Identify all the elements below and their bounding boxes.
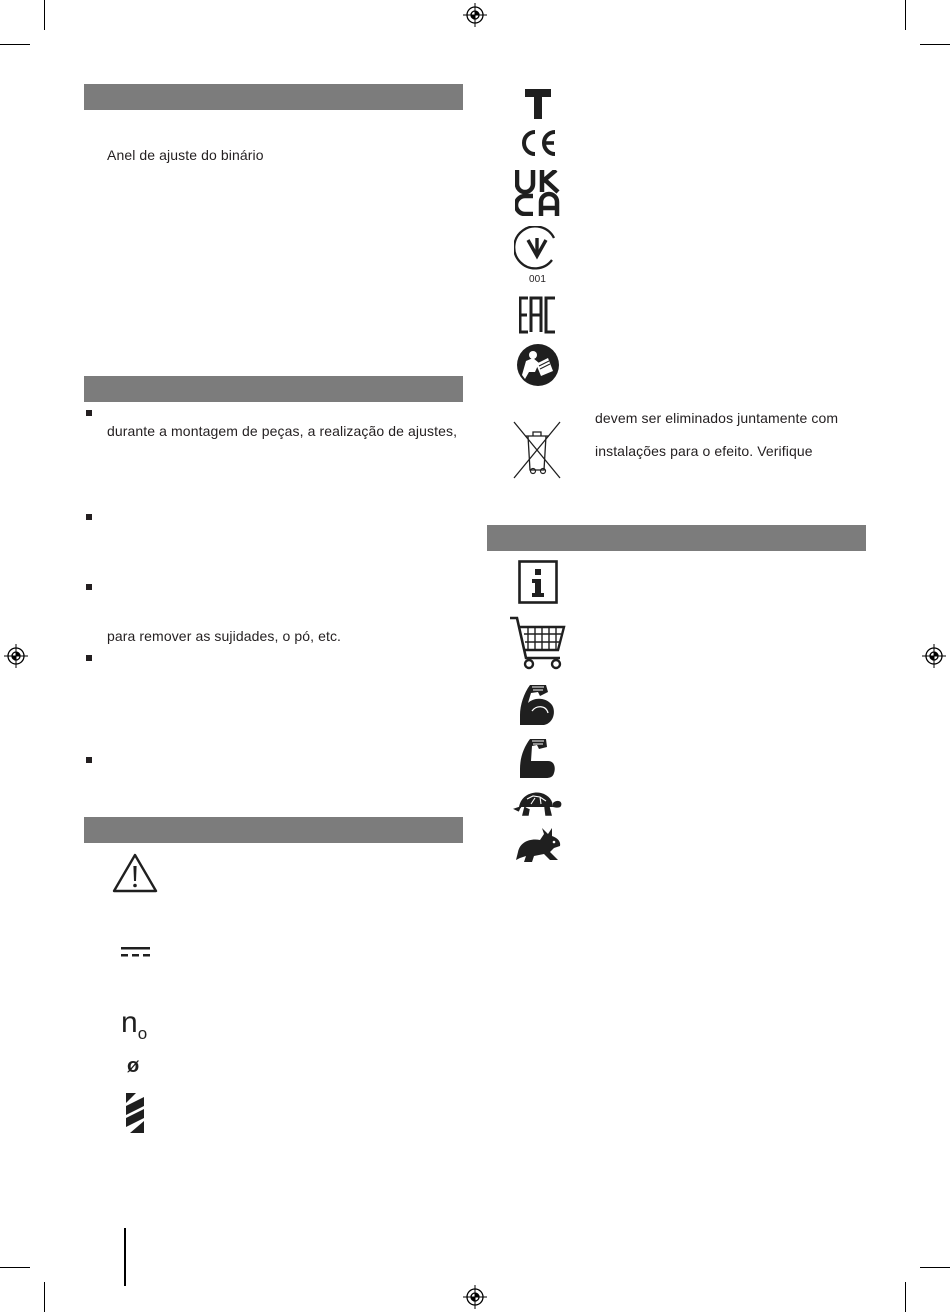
crossed-bin-icon	[512, 420, 562, 480]
registration-mark-icon	[922, 644, 946, 668]
rabbit-fast-icon	[514, 826, 562, 864]
crop-mark	[920, 44, 950, 45]
body-text-line: durante a montagem de peças, a realização de ajustes,	[107, 423, 458, 439]
shopping-cart-icon	[508, 616, 566, 670]
list-bullet	[86, 757, 92, 763]
arm-strong-icon	[518, 683, 558, 727]
registration-mark-icon	[463, 3, 487, 27]
read-manual-icon	[517, 344, 559, 386]
no-load-speed-n: n	[121, 1006, 138, 1039]
ce-mark-icon	[518, 129, 558, 157]
section-header-bar	[487, 525, 866, 551]
crop-mark	[905, 0, 906, 30]
eac-mark-icon	[519, 296, 557, 334]
section-header-bar	[84, 817, 463, 843]
no-load-speed-sub: o	[137, 1024, 148, 1043]
info-icon	[518, 560, 558, 604]
registration-mark-icon	[4, 644, 28, 668]
arm-weak-icon	[518, 737, 558, 779]
registration-mark-icon	[463, 1285, 487, 1309]
t-mark-icon	[524, 88, 552, 120]
crop-mark	[44, 1282, 45, 1312]
crop-mark	[0, 1267, 30, 1268]
conformity-code: 001	[529, 274, 546, 285]
crop-mark	[0, 44, 30, 45]
crop-mark	[44, 0, 45, 30]
page-edge-line	[124, 1228, 126, 1286]
no-load-speed-symbol	[121, 1007, 147, 1043]
section-header-bar	[84, 376, 463, 402]
list-bullet	[86, 410, 92, 416]
weee-text-line: devem ser eliminados juntamente com	[595, 410, 839, 426]
crop-mark	[920, 1267, 950, 1268]
ukraine-conformity-icon	[514, 226, 560, 272]
crop-mark	[905, 1282, 906, 1312]
section-header-bar	[84, 84, 463, 110]
component-label: Anel de ajuste do binário	[107, 147, 264, 163]
list-bullet	[86, 584, 92, 590]
list-bullet	[86, 655, 92, 661]
body-text-line: para remover as sujidades, o pó, etc.	[107, 628, 342, 644]
direct-current-icon	[121, 946, 151, 958]
list-bullet	[86, 514, 92, 520]
weee-text-line: instalações para o efeito. Verifique	[595, 443, 813, 459]
drill-bit-icon	[126, 1093, 146, 1133]
warning-triangle-icon	[112, 853, 158, 893]
diameter-symbol: ø	[127, 1055, 140, 1077]
ukca-mark-icon	[515, 170, 561, 216]
turtle-slow-icon	[513, 789, 563, 817]
